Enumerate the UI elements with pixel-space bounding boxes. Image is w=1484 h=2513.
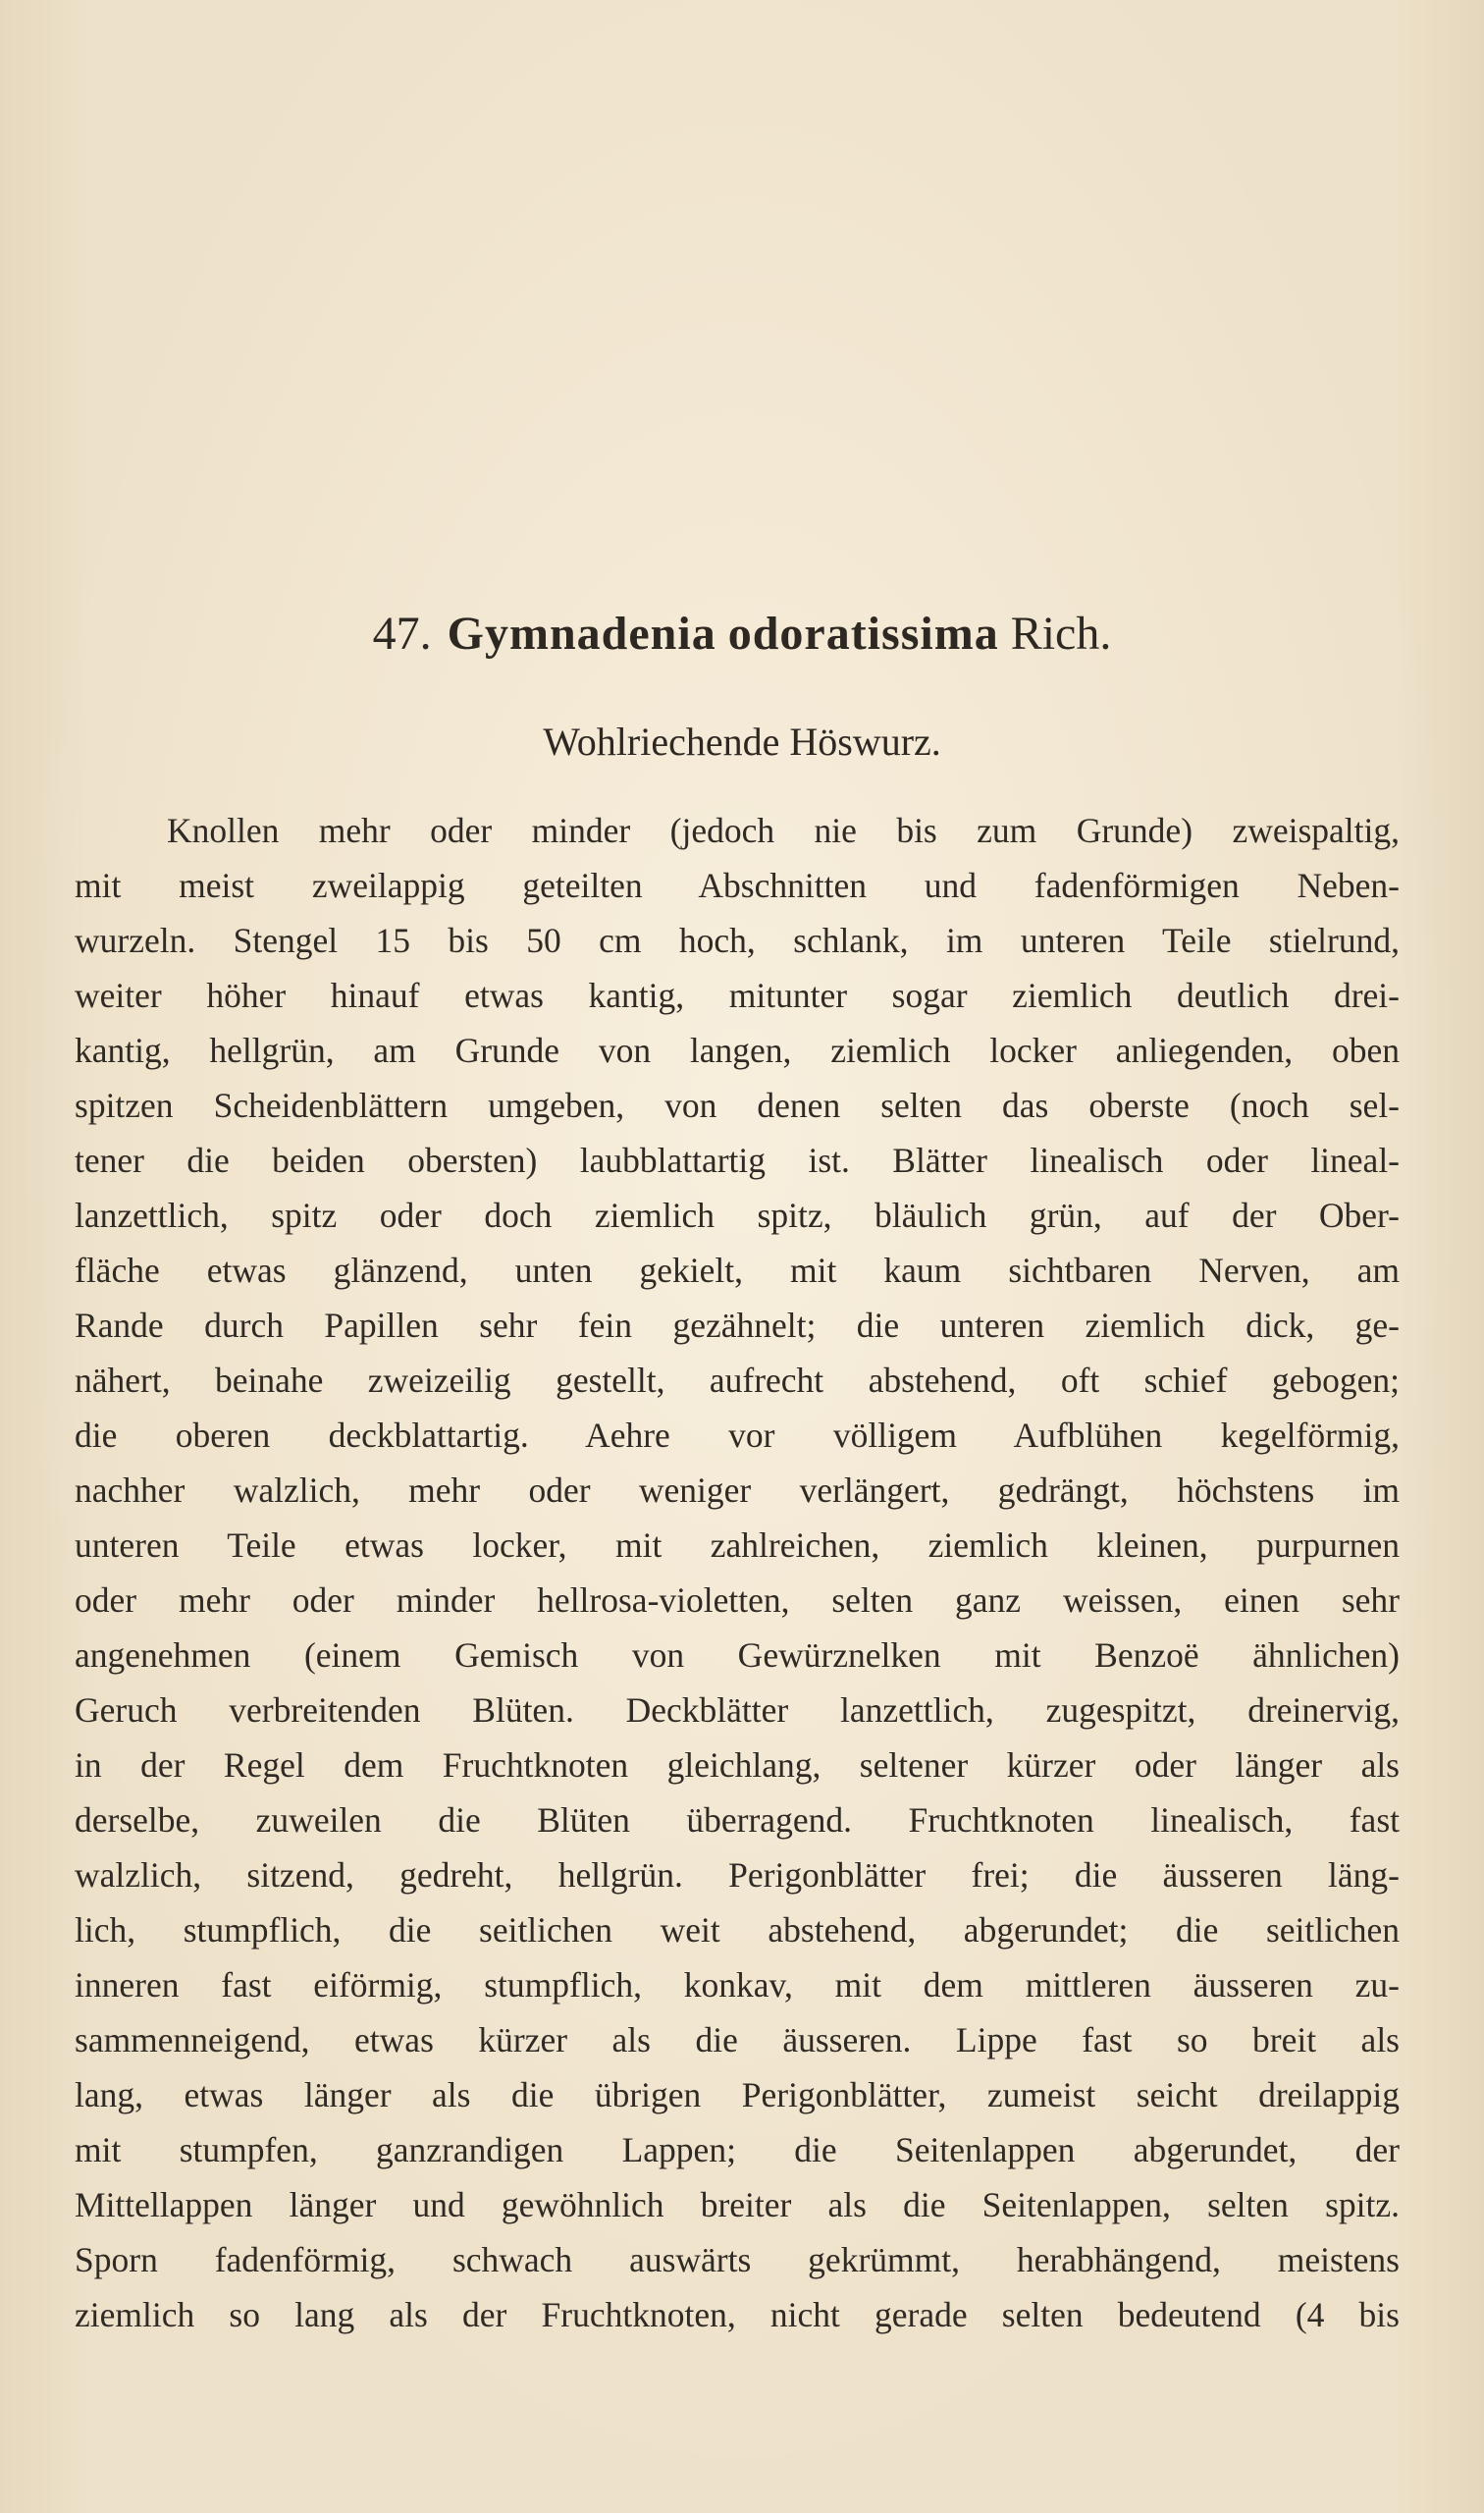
text-line: unteren Teile etwas locker, mit zahlreichen, ziemlich kleinen, purpurnen [75,1525,1400,1565]
text-line: nähert, beinahe zweizeilig gestellt, aufrecht abstehend, oft schief gebogen; [75,1361,1400,1400]
text-line: fläche etwas glänzend, unten gekielt, mit kaum sichtbaren Nerven, am [75,1251,1400,1290]
genus-name: Gymnadenia [447,608,716,660]
text-line: Geruch verbreitenden Blüten. Deckblätter lanzettlich, zugespitzt, dreinervig, [75,1690,1400,1730]
text-line: inneren fast eiförmig, stumpflich, konkav, mit dem mittleren äusseren zu- [75,1965,1400,2005]
text-line: lich, stumpflich, die seitlichen weit abstehend, abgerundet; die seitlichen [75,1910,1400,1950]
text-line: lang, etwas länger als die übrigen Perigonblätter, zumeist seicht dreilappig [75,2075,1400,2114]
text-line: mit stumpfen, ganzrandigen Lappen; die Seitenlappen abgerundet, der [75,2130,1400,2169]
description-paragraph [75,803,1400,2342]
text-line: walzlich, sitzend, gedreht, hellgrün. Perigonblätter frei; die äusseren läng- [75,1855,1400,1895]
text-line: Mittellappen länger und gewöhnlich breiter als die Seitenlappen, selten spitz. [75,2185,1400,2224]
common-name: Wohlriechende Höswurz. [543,720,941,764]
species-epithet: odoratissima [727,608,999,660]
text-line: kantig, hellgrün, am Grunde von langen, ziemlich locker anliegenden, oben [75,1031,1400,1070]
text-line: angenehmen (einem Gemisch von Gewürznelken mit Benzoë ähnlichen) [75,1635,1400,1675]
text-line: die oberen deckblattartig. Aehre vor völligem Aufblühen kegelförmig, [75,1416,1400,1455]
text-line: in der Regel dem Fruchtknoten gleichlang, seltener kürzer oder länger als [75,1745,1400,1785]
author-citation: Rich. [1010,608,1112,660]
text-line: Rande durch Papillen sehr fein gezähnelt; die unteren ziemlich dick, ge- [75,1306,1400,1345]
species-heading [0,605,1484,664]
text-line: lanzettlich, spitz oder doch ziemlich spitz, bläulich grün, auf der Ober- [75,1196,1400,1235]
text-line: spitzen Scheidenblättern umgeben, von denen selten das oberste (noch sel- [75,1086,1400,1125]
text-line: nachher walzlich, mehr oder weniger verlängert, gedrängt, höchstens im [75,1470,1400,1510]
species-number: 47. [372,608,432,660]
text-line: weiter höher hinauf etwas kantig, mitunter sogar ziemlich deutlich drei- [75,976,1400,1015]
text-line: mit meist zweilappig geteilten Abschnitten und fadenförmigen Neben- [75,866,1400,905]
text-line: wurzeln. Stengel 15 bis 50 cm hoch, schlank, im unteren Teile stielrund, [75,921,1400,960]
text-line: tener die beiden obersten) laubblattartig ist. Blätter linealisch oder lineal- [75,1141,1400,1180]
text-line: Knollen mehr oder minder (jedoch nie bis zum Grunde) zweispaltig, [167,811,1400,850]
text-line: Sporn fadenförmig, schwach auswärts gekrümmt, herabhängend, meistens [75,2240,1400,2279]
text-line: ziemlich so lang als der Fruchtknoten, nicht gerade selten bedeutend (4 bis [75,2295,1400,2334]
text-line: sammenneigend, etwas kürzer als die äusseren. Lippe fast so breit als [75,2020,1400,2059]
text-line: derselbe, zuweilen die Blüten überragend. Fruchtknoten linealisch, fast [75,1800,1400,1840]
text-line: oder mehr oder minder hellrosa-violetten, selten ganz weissen, einen sehr [75,1580,1400,1620]
